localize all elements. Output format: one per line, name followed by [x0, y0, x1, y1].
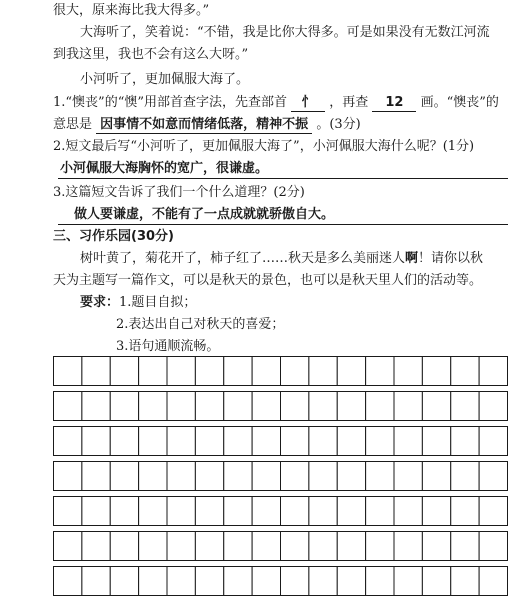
grid-cell[interactable]	[139, 567, 167, 596]
grid-cell[interactable]	[451, 462, 479, 491]
grid-cell[interactable]	[139, 357, 167, 386]
grid-cell[interactable]	[167, 532, 195, 561]
grid-cell[interactable]	[110, 392, 138, 421]
q1-text-part3: 画。“懊丧”的	[420, 95, 499, 110]
grid-cell[interactable]	[422, 497, 450, 526]
grid-cell[interactable]	[167, 567, 195, 596]
grid-cell[interactable]	[451, 427, 479, 456]
grid-cell[interactable]	[451, 392, 479, 421]
grid-cell[interactable]	[139, 462, 167, 491]
q1-score: 。(3分)	[316, 117, 361, 132]
grid-cell[interactable]	[110, 567, 138, 596]
grid-cell[interactable]	[110, 357, 138, 386]
grid-cell[interactable]	[281, 392, 309, 421]
question-2: 2.短文最后写“小河听了，更加佩服大海了”，小河佩服大海什么呢？(1分)	[53, 139, 475, 154]
grid-cell[interactable]	[281, 462, 309, 491]
grid-cell[interactable]	[139, 532, 167, 561]
q2-answer-underline	[58, 178, 508, 179]
grid-cell[interactable]	[139, 427, 167, 456]
grid-cell[interactable]	[366, 567, 394, 596]
grid-cell[interactable]	[281, 532, 309, 561]
grid-cell[interactable]	[224, 567, 252, 596]
grid-cell[interactable]	[451, 357, 479, 386]
grid-cell[interactable]	[394, 497, 422, 526]
grid-cell[interactable]	[195, 357, 223, 386]
composition-prompt-line: 天为主题写一篇作文，可以是秋天的景色，也可以是秋天里人们的活动等。	[53, 273, 483, 288]
grid-cell[interactable]	[54, 392, 82, 421]
passage-line: 小河听了，更加佩服大海了。	[80, 72, 250, 87]
grid-cell[interactable]	[366, 497, 394, 526]
grid-cell[interactable]	[422, 427, 450, 456]
grid-cell[interactable]	[309, 497, 337, 526]
grid-cell[interactable]	[82, 497, 110, 526]
grid-cell[interactable]	[54, 532, 82, 561]
grid-cell[interactable]	[167, 427, 195, 456]
grid-cell[interactable]	[422, 462, 450, 491]
q2-answer: 小河佩服大海胸怀的宽广，很谦虚。	[60, 161, 269, 176]
q1-meaning-answer: 因事情不如意而情绪低落，精神不振	[96, 117, 312, 134]
grid-cell[interactable]	[394, 392, 422, 421]
grid-cell[interactable]	[82, 567, 110, 596]
grid-cell[interactable]	[82, 357, 110, 386]
grid-cell[interactable]	[366, 462, 394, 491]
grid-cell[interactable]	[54, 497, 82, 526]
prompt-text-b: 啊	[405, 251, 419, 266]
grid-cell[interactable]	[422, 357, 450, 386]
grid-cell[interactable]	[422, 532, 450, 561]
requirements	[80, 294, 196, 312]
grid-cell[interactable]	[224, 497, 252, 526]
grid-cell[interactable]	[54, 427, 82, 456]
grid-cell[interactable]	[224, 427, 252, 456]
grid-cell[interactable]	[252, 357, 280, 386]
grid-cell[interactable]	[479, 567, 507, 596]
grid-cell[interactable]	[281, 497, 309, 526]
grid-cell[interactable]	[479, 532, 507, 561]
grid-cell[interactable]	[167, 462, 195, 491]
grid-cell[interactable]	[309, 462, 337, 491]
q1-radical-answer: 忄	[291, 95, 325, 112]
grid-cell[interactable]	[337, 462, 365, 491]
grid-cell[interactable]	[195, 497, 223, 526]
grid-cell[interactable]	[252, 497, 280, 526]
grid-cell[interactable]	[224, 462, 252, 491]
grid-cell[interactable]	[195, 427, 223, 456]
requirement-3: 3.语句通顺流畅。	[116, 339, 220, 354]
grid-cell[interactable]	[394, 357, 422, 386]
grid-cell[interactable]	[167, 357, 195, 386]
grid-cell[interactable]	[195, 532, 223, 561]
grid-cell[interactable]	[54, 567, 82, 596]
grid-cell[interactable]	[252, 392, 280, 421]
grid-cell[interactable]	[337, 532, 365, 561]
passage-line: 很大，原来海比我大得多。”	[53, 3, 210, 18]
grid-cell[interactable]	[451, 567, 479, 596]
grid-cell[interactable]	[394, 532, 422, 561]
q1-text-part1: 1.“懊丧”的“懊”用部首查字法，先查部首	[53, 95, 287, 110]
q1-strokes-answer: 12	[372, 95, 416, 112]
grid-cell[interactable]	[479, 497, 507, 526]
grid-cell[interactable]	[110, 532, 138, 561]
writing-grid-svg[interactable]	[53, 356, 508, 596]
grid-cell[interactable]	[337, 392, 365, 421]
grid-cell[interactable]	[337, 427, 365, 456]
question-3: 3.这篇短文告诉了我们一个什么道理？(2分)	[53, 185, 305, 200]
grid-cell[interactable]	[139, 497, 167, 526]
grid-cell[interactable]	[451, 532, 479, 561]
grid-cell[interactable]	[167, 497, 195, 526]
grid-cell[interactable]	[394, 567, 422, 596]
grid-cell[interactable]	[110, 427, 138, 456]
grid-cell[interactable]	[224, 392, 252, 421]
grid-cell[interactable]	[366, 357, 394, 386]
grid-cell[interactable]	[167, 392, 195, 421]
grid-cell[interactable]	[366, 427, 394, 456]
grid-cell[interactable]	[224, 532, 252, 561]
grid-cell[interactable]	[252, 567, 280, 596]
grid-cell[interactable]	[479, 427, 507, 456]
grid-cell[interactable]	[309, 567, 337, 596]
q1-meaning-prefix: 意思是	[53, 117, 93, 132]
grid-cell[interactable]	[252, 427, 280, 456]
grid-cell[interactable]	[309, 427, 337, 456]
grid-cell[interactable]	[479, 357, 507, 386]
grid-cell[interactable]	[281, 357, 309, 386]
grid-cell[interactable]	[252, 462, 280, 491]
requirement-2: 2.表达出自己对秋天的喜爱；	[116, 317, 285, 332]
grid-cell[interactable]	[110, 497, 138, 526]
grid-cell[interactable]	[394, 427, 422, 456]
question-1	[53, 94, 499, 112]
grid-cell[interactable]	[54, 462, 82, 491]
passage-line: 到我这里，我也不会有这么大呀。”	[53, 47, 249, 62]
grid-cell[interactable]	[195, 392, 223, 421]
passage-line: 大海听了，笑着说：“不错，我是比你大得多。可是如果没有无数江河流	[80, 25, 490, 40]
grid-cell[interactable]	[366, 532, 394, 561]
grid-cell[interactable]	[195, 567, 223, 596]
writing-grid[interactable]	[53, 356, 508, 596]
question-1-meaning	[53, 116, 361, 134]
grid-cell[interactable]	[451, 497, 479, 526]
grid-cell[interactable]	[54, 357, 82, 386]
q3-answer: 做人要谦虚，不能有了一点成就就骄傲自大。	[74, 207, 335, 222]
grid-cell[interactable]	[337, 497, 365, 526]
grid-cell[interactable]	[479, 462, 507, 491]
grid-cell[interactable]	[139, 392, 167, 421]
grid-cell[interactable]	[422, 392, 450, 421]
requirement-1: 1.题目自拟；	[119, 295, 197, 310]
q3-answer-underline	[58, 224, 508, 225]
grid-cell[interactable]	[309, 392, 337, 421]
grid-cell[interactable]	[110, 462, 138, 491]
grid-cell[interactable]	[337, 357, 365, 386]
grid-cell[interactable]	[82, 462, 110, 491]
grid-cell[interactable]	[309, 532, 337, 561]
grid-cell[interactable]	[281, 567, 309, 596]
grid-cell[interactable]	[195, 462, 223, 491]
grid-cell[interactable]	[281, 427, 309, 456]
grid-cell[interactable]	[337, 567, 365, 596]
grid-cell[interactable]	[252, 532, 280, 561]
requirements-label: 要求：	[80, 295, 120, 310]
grid-cell[interactable]	[394, 462, 422, 491]
grid-cell[interactable]	[422, 567, 450, 596]
grid-cell[interactable]	[224, 357, 252, 386]
grid-cell[interactable]	[309, 357, 337, 386]
grid-cell[interactable]	[82, 427, 110, 456]
section-3-heading: 三、习作乐园(30分)	[53, 229, 174, 244]
grid-cell[interactable]	[366, 392, 394, 421]
composition-prompt-line	[80, 250, 483, 268]
prompt-text-a: 树叶黄了，菊花开了，柿子红了……秋天是多么美丽迷人	[80, 251, 406, 266]
q1-text-part2: ，再查	[329, 95, 369, 110]
prompt-text-c: ！请你以秋	[418, 251, 484, 266]
grid-cell[interactable]	[82, 532, 110, 561]
grid-cell[interactable]	[479, 392, 507, 421]
grid-cell[interactable]	[82, 392, 110, 421]
